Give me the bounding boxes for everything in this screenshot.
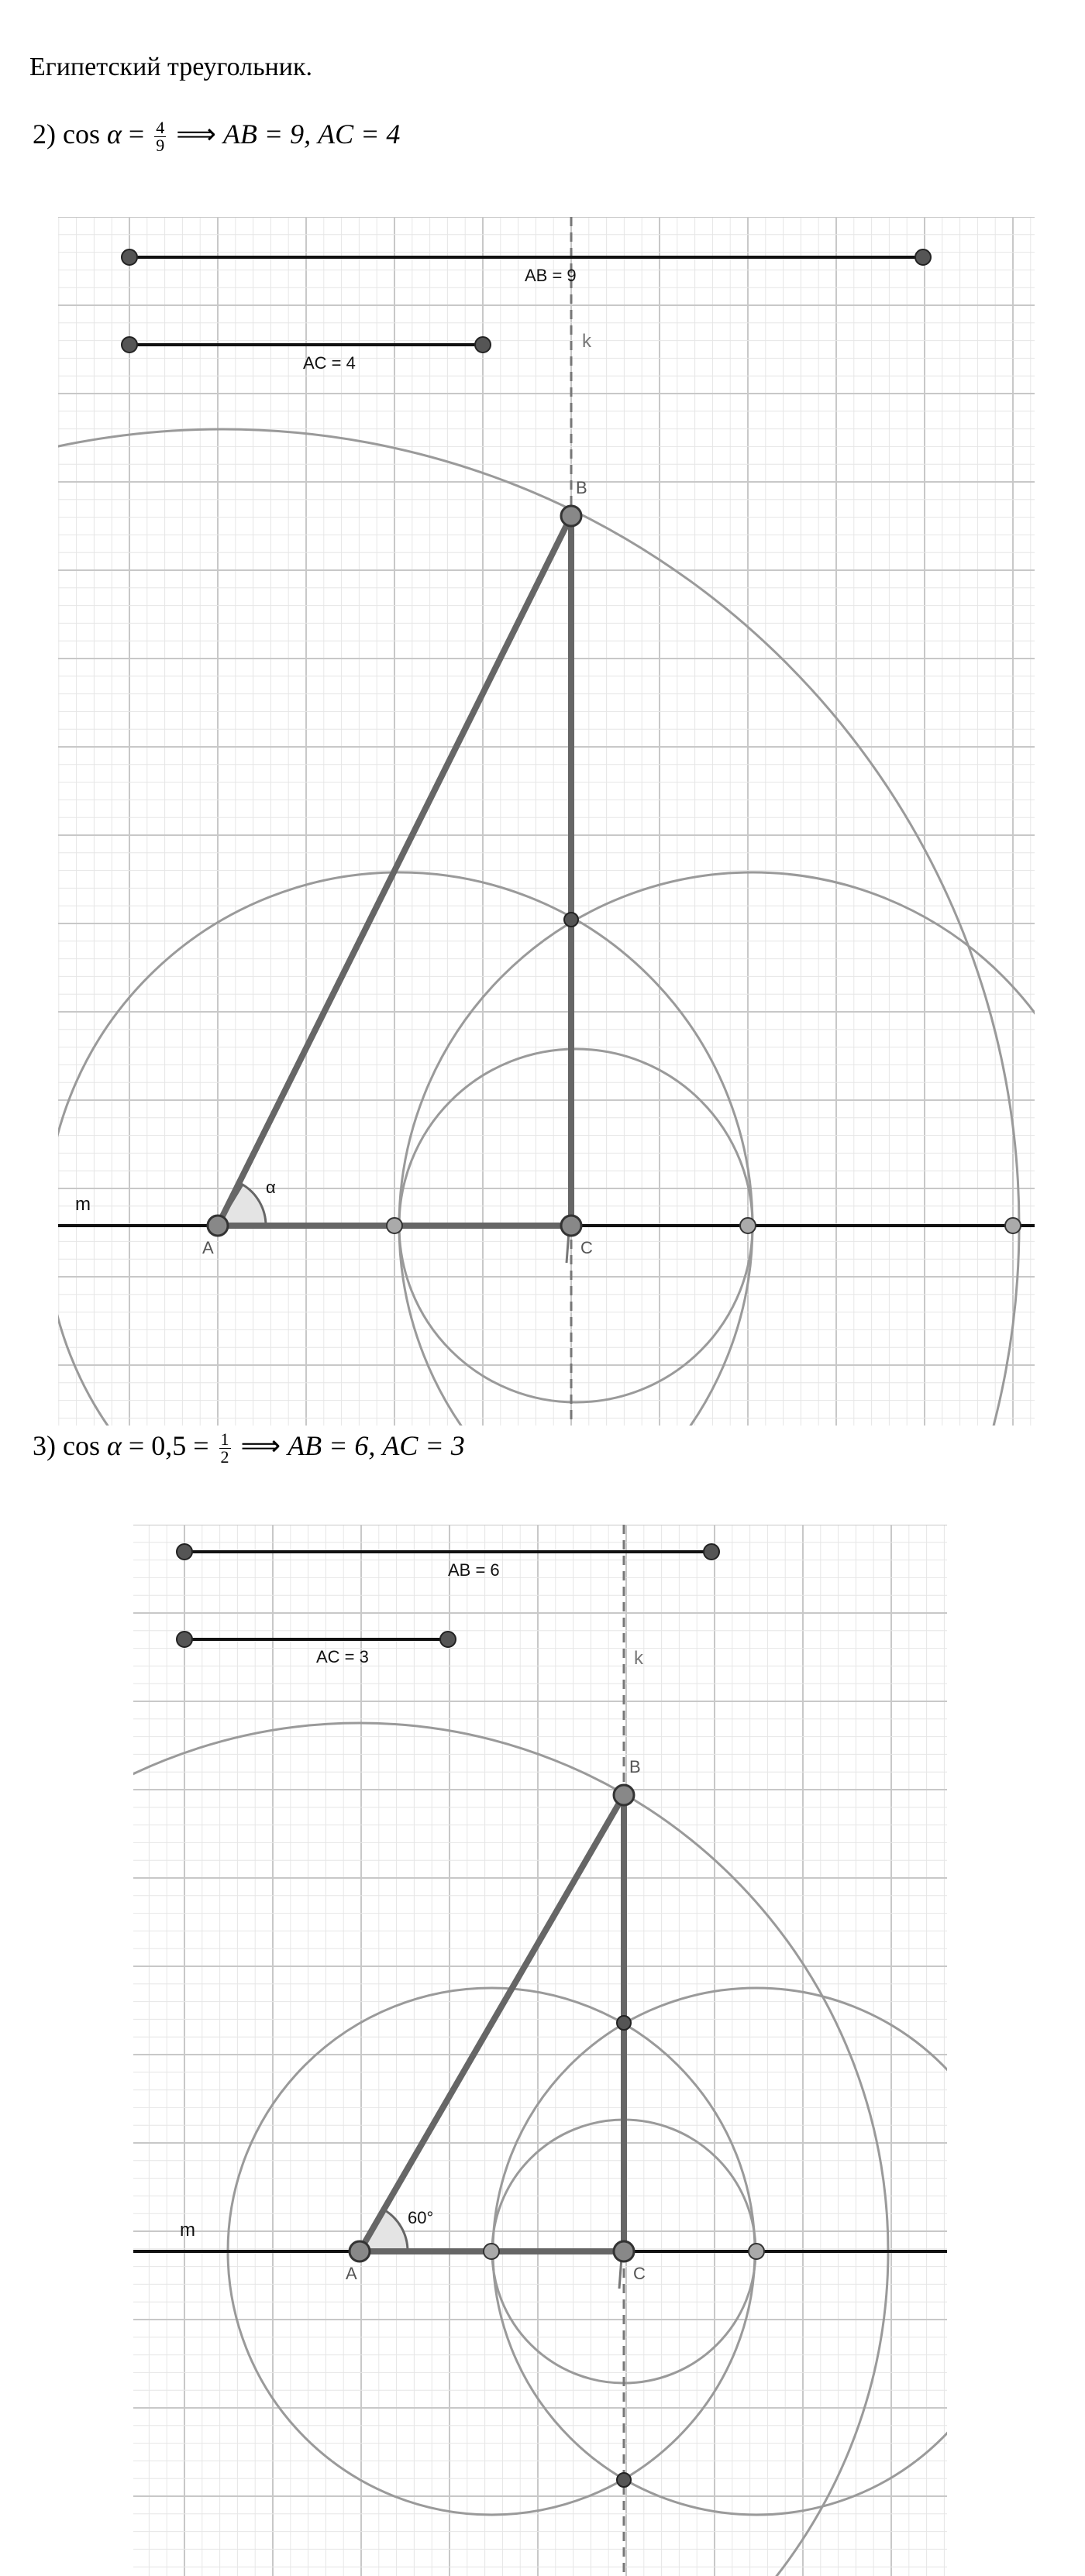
point-c [561,1216,581,1236]
point-m-right [740,1218,756,1233]
points [177,1544,764,2487]
triangle-abc [360,1795,624,2251]
label-ab: AB = 6 [448,1560,500,1580]
label-angle: α [266,1178,276,1197]
label-c: C [580,1238,593,1257]
cos-text: cos [63,1430,100,1461]
alpha-symbol: α [107,1430,122,1461]
ac-value: AC = 3 [382,1430,465,1461]
problem-2-formula [33,118,400,154]
equals-sign: = [128,1430,145,1461]
label-m: m [180,2220,195,2241]
point-intersection-bottom [617,2473,631,2487]
fraction-numerator: 1 [220,1429,229,1450]
label-c: C [633,2264,646,2283]
point-a [208,1216,228,1236]
implies-sign: ⟹ [240,1430,281,1461]
label-a: A [202,1238,214,1257]
point-a [350,2241,370,2261]
problem-3-formula [33,1429,465,1466]
label-b: B [576,478,587,497]
cos-text: cos [63,119,100,150]
label-angle: 60° [408,2208,434,2227]
point-intersection-top [617,2016,631,2030]
point-ab-end [704,1544,719,1560]
decimal-value: 0,5 = [151,1430,209,1461]
label-m: m [75,1194,91,1215]
label-k: k [634,1648,643,1669]
point-m-left [484,2244,499,2259]
fraction-denominator: 9 [156,136,165,156]
fraction [154,119,166,154]
point-m-left [387,1218,402,1233]
point-intersection [564,913,578,927]
point-m-right [749,2244,764,2259]
construction-diagram-3 [133,1525,947,2576]
ab-value: AB = 9, [222,119,312,150]
point-ab-end [915,249,931,265]
fraction [219,1431,231,1466]
point-c [614,2241,634,2261]
equals-sign: = [128,119,145,150]
point-ab-start [177,1544,192,1560]
label-ab: AB = 9 [525,266,577,285]
label-a: A [346,2264,357,2283]
ac-value: AC = 4 [318,119,401,150]
grid [133,1525,947,2576]
label-ac: AC = 3 [316,1647,369,1666]
problem-number: 3) [33,1430,56,1461]
fraction-denominator: 2 [220,1447,229,1467]
fraction-numerator: 4 [156,118,165,138]
point-m-far [1005,1218,1021,1233]
problem-number: 2) [33,119,56,150]
point-ab-start [122,249,137,265]
label-b: B [629,1757,641,1776]
point-b [561,506,581,526]
alpha-symbol: α [107,119,122,150]
construction-diagram-2 [58,217,1035,1426]
page-heading: Египетский треугольник. [29,53,313,81]
circle-left-mid [58,872,753,1426]
implies-sign: ⟹ [176,119,216,150]
circle-right-mid [399,872,1035,1426]
ab-value: AB = 6, [288,1430,376,1461]
point-b [614,1785,634,1805]
point-ac-end [440,1632,456,1647]
circle-radius-ab-visible [133,1723,888,2576]
point-ac-start [122,337,137,353]
label-ac: AC = 4 [303,353,356,373]
label-k: k [582,331,591,352]
point-ac-start [177,1632,192,1647]
point-ac-end [475,337,491,353]
